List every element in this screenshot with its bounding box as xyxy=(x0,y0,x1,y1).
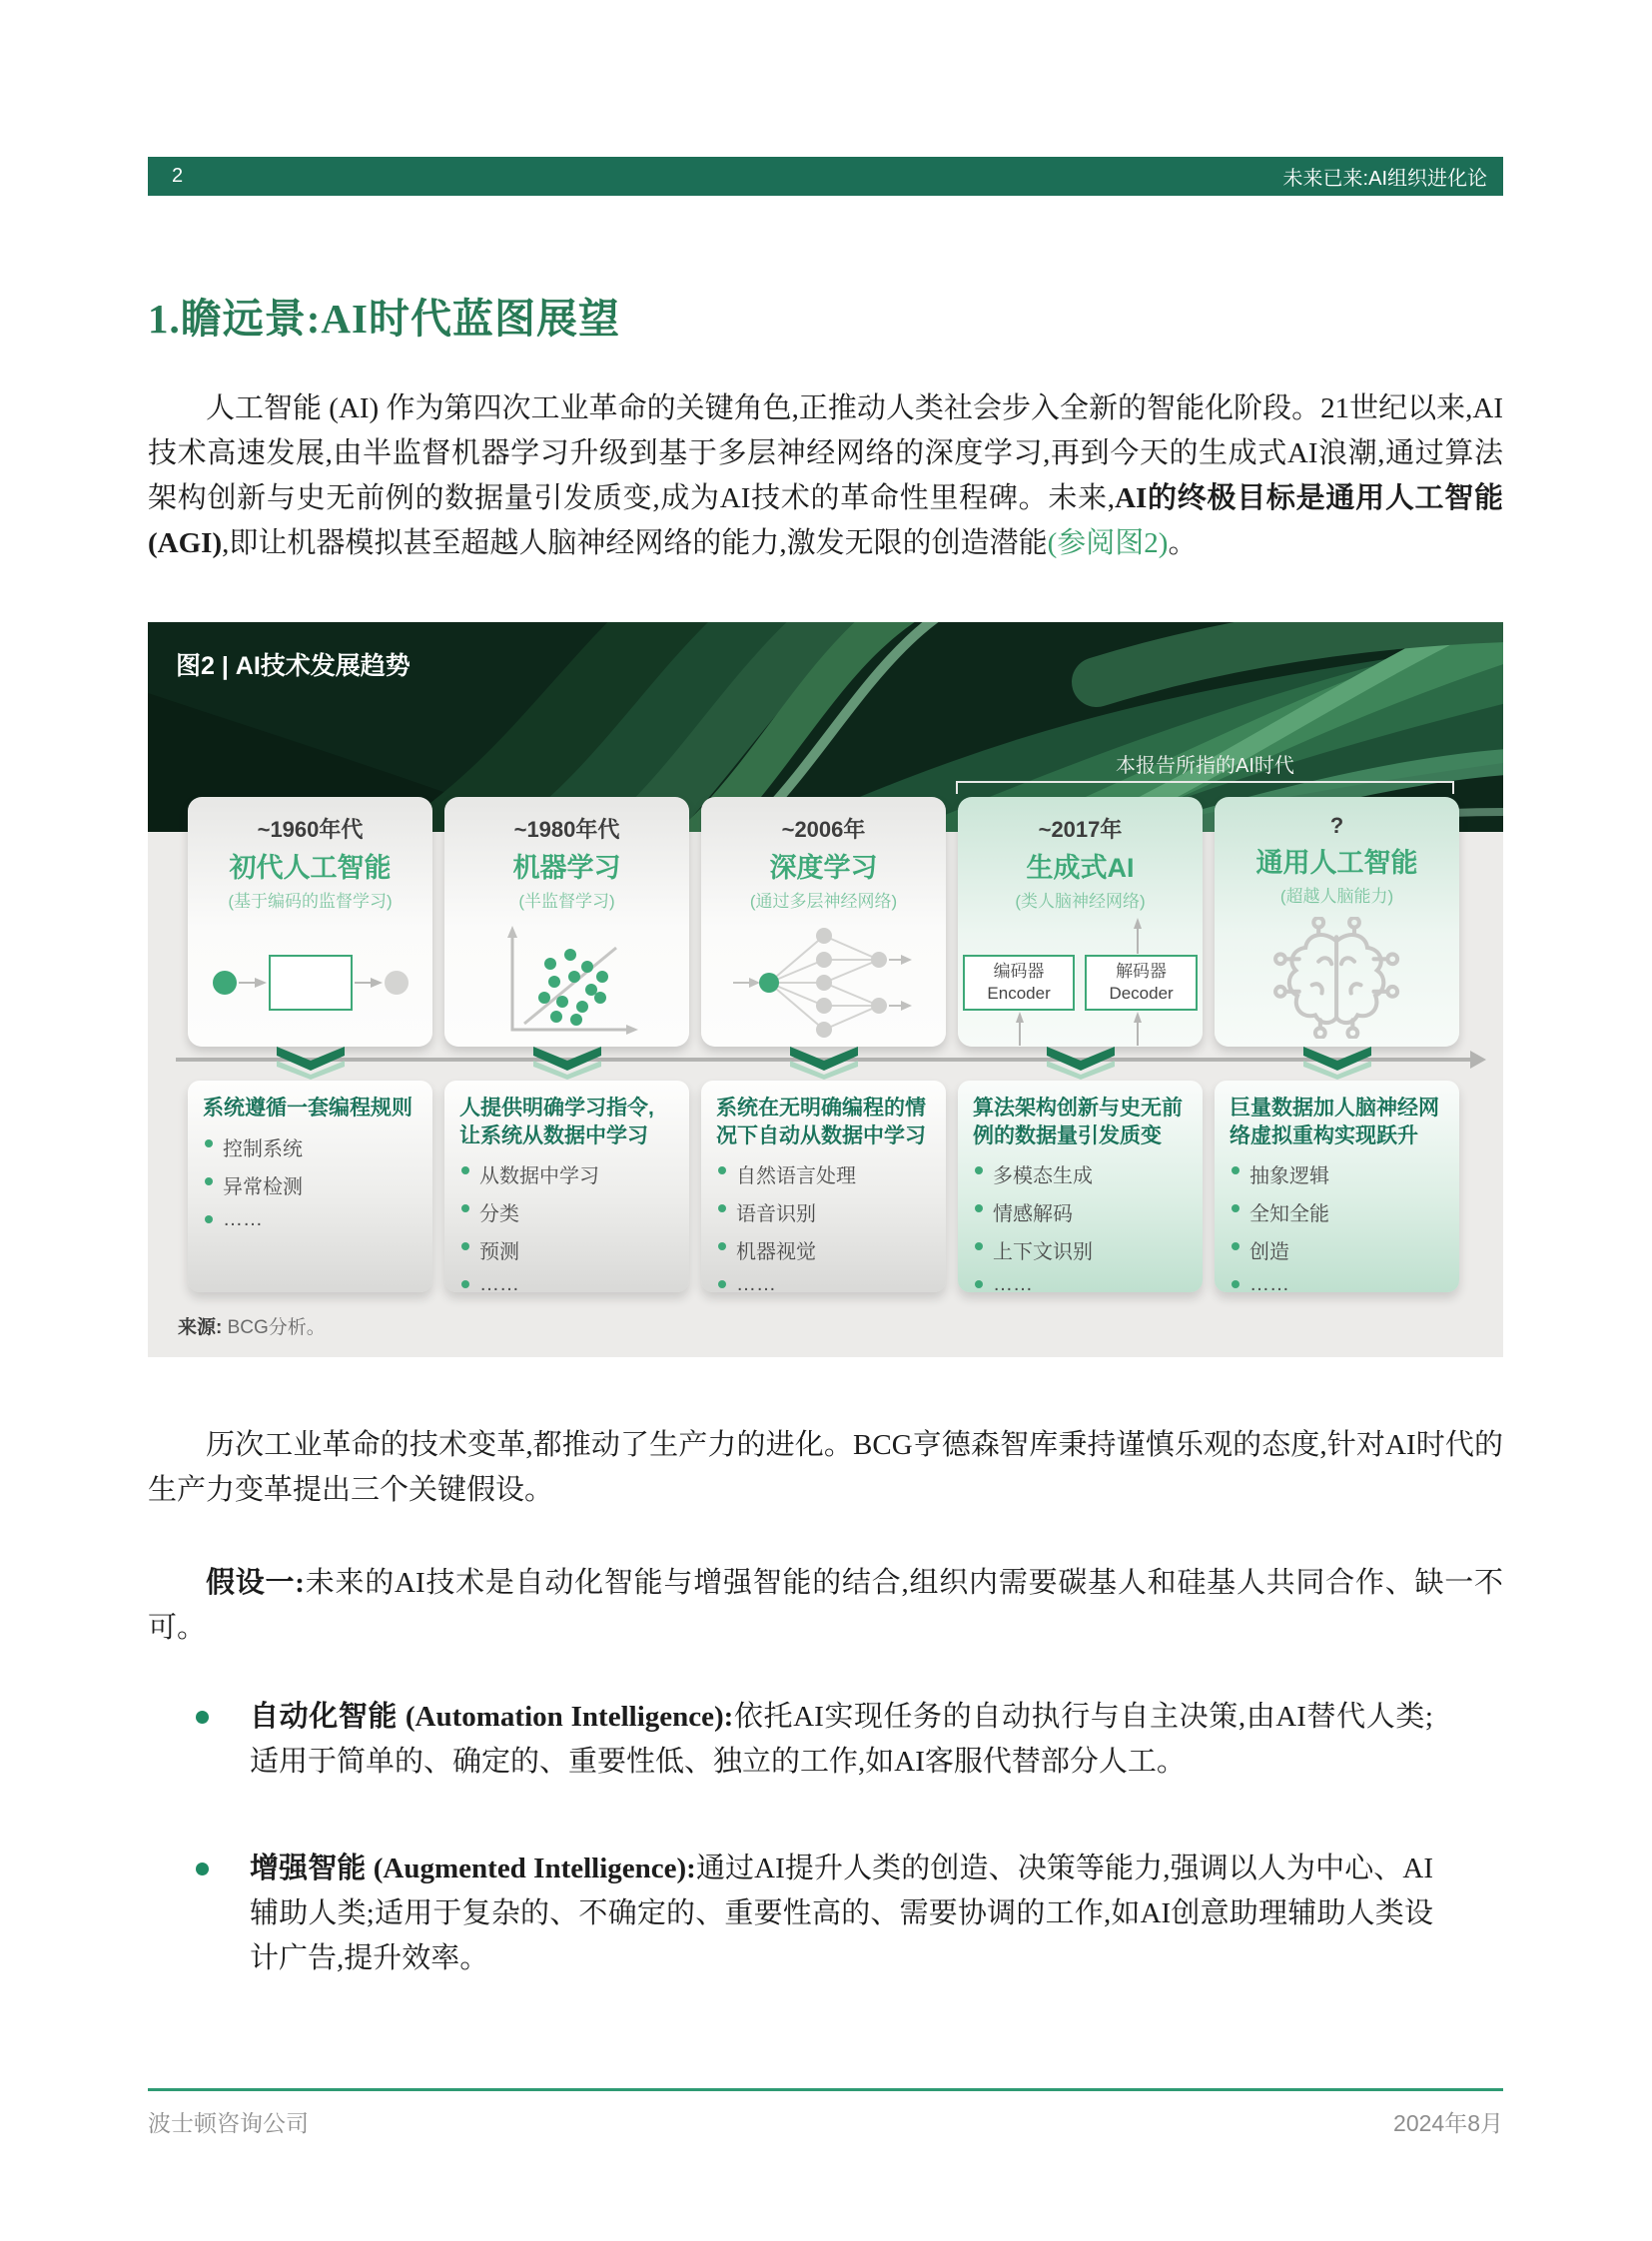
description-title: 人提供明确学习指令,让系统从数据中学习 xyxy=(459,1097,654,1147)
intro-text-1: 人工智能 (AI) 作为第四次工业革命的关键角色,正推动人类社会步入全新的智能化阶段。21世纪以来,AI技术高速发展,由半监督机器学习升级到基于多层神经网络的深度学习,再到今天的生成式AI浪潮,通过算法架构创新与史无前例的数据量引发质变,成为AI技术的革命性里程碑。未来, xyxy=(148,392,1503,514)
intro-paragraph xyxy=(148,386,1503,566)
stage-subtitle: (半监督学习) xyxy=(518,892,615,911)
bullet-dot-icon xyxy=(975,1242,983,1250)
page-header-bar xyxy=(148,157,1503,196)
list-item: …… xyxy=(716,1273,931,1296)
list-item: 抽象逻辑 xyxy=(1230,1159,1444,1188)
period-label: ~1980年代 xyxy=(513,817,620,842)
intro-period: 。 xyxy=(1168,527,1198,559)
up-arrow-icon xyxy=(1014,1012,1026,1046)
figure-column-2006 xyxy=(701,817,946,1296)
intelligence-list xyxy=(148,1695,1503,1981)
process-flow-icon xyxy=(188,920,432,1046)
stage-card xyxy=(958,797,1203,1047)
stage-subtitle: (通过多层神经网络) xyxy=(749,892,898,911)
item-text: 通过AI提升人类的创造、决策等能力,强调以人为中心、AI辅助人类;适用于复杂的、不确定的、重要性高的、需要协调的工作,如AI创意助理辅助人类设计广告,提升效率。 xyxy=(250,1853,1433,1974)
period-label: ~2017年 xyxy=(1038,817,1123,842)
figure-column-1980s xyxy=(444,817,689,1296)
list-item: 上下文识别 xyxy=(973,1235,1188,1264)
list-item: 预测 xyxy=(459,1235,674,1264)
list-item: …… xyxy=(973,1273,1188,1296)
list-item: …… xyxy=(1230,1273,1444,1296)
period-label: ~2006年 xyxy=(781,817,866,842)
stage-card xyxy=(1215,797,1459,1047)
list-item: 控制系统 xyxy=(203,1132,417,1161)
bullet-dot-icon xyxy=(461,1204,469,1212)
bullet-dot-icon xyxy=(205,1177,213,1185)
process-box xyxy=(269,955,353,1011)
stage-name: 初代人工智能 xyxy=(229,853,392,883)
description-card xyxy=(701,1081,946,1296)
bullet-dot-icon xyxy=(196,1711,209,1724)
description-card xyxy=(444,1081,689,1296)
bullet-dot-icon xyxy=(718,1204,726,1212)
neural-network-icon xyxy=(701,920,946,1046)
list-item: 语音识别 xyxy=(716,1197,931,1226)
paragraph-hypothesis-1 xyxy=(148,1561,1503,1651)
hypothesis-label: 假设一: xyxy=(206,1567,305,1599)
stage-subtitle: (类人脑神经网络) xyxy=(1015,892,1146,911)
chevron-down-icon xyxy=(958,1047,1203,1081)
up-arrow-icon xyxy=(1132,918,1144,954)
bullet-dot-icon xyxy=(718,1280,726,1288)
footer-company: 波士顿咨询公司 xyxy=(148,2110,309,2136)
period-label: ? xyxy=(1329,813,1344,838)
right-arrow-icon xyxy=(239,977,267,989)
paragraph-evolution: 历次工业革命的技术变革,都推动了生产力的进化。BCG亨德森智库秉持谨慎乐观的态度,针对AI时代的生产力变革提出三个关键假设。 xyxy=(148,1429,1503,1506)
list-item-automation-intelligence xyxy=(148,1695,1433,1785)
chevron-down-icon xyxy=(701,1047,946,1081)
bullet-dot-icon xyxy=(975,1280,983,1288)
bullet-dot-icon xyxy=(718,1242,726,1250)
description-list xyxy=(203,1132,417,1231)
intro-bold-agi: AI的终极目标是通用人工智能 (AGI) xyxy=(148,482,1503,559)
figure-title: 图2 | AI技术发展趋势 xyxy=(176,652,411,680)
page-number: 2 xyxy=(172,165,184,187)
figure-source xyxy=(148,1292,1503,1349)
up-arrow-icon xyxy=(1132,1012,1144,1046)
bullet-dot-icon xyxy=(1232,1204,1239,1212)
source-text: BCG分析。 xyxy=(227,1317,326,1338)
bullet-dot-icon xyxy=(1232,1280,1239,1288)
footer-divider xyxy=(148,2088,1503,2091)
list-item: 多模态生成 xyxy=(973,1159,1188,1188)
bullet-dot-icon xyxy=(205,1139,213,1147)
item-term: 增强智能 (Augmented Intelligence): xyxy=(250,1853,696,1884)
era-label: 本报告所指的AI时代 xyxy=(1116,755,1294,777)
bullet-dot-icon xyxy=(975,1204,983,1212)
description-title: 巨量数据加人脑神经网络虚拟重构实现跃升 xyxy=(1230,1097,1439,1147)
description-title: 算法架构创新与史无前例的数据量引发质变 xyxy=(973,1097,1183,1147)
description-card xyxy=(958,1081,1203,1296)
decoder-label-en: Decoder xyxy=(1109,984,1174,1003)
description-card xyxy=(188,1081,432,1292)
figure-column-2017 xyxy=(958,817,1203,1296)
page-footer xyxy=(148,2088,1503,2138)
list-item: …… xyxy=(459,1273,674,1296)
item-text: 依托AI实现任务的自动执行与自主决策,由AI替代人类;适用于简单的、确定的、重要性低、独立的工作,如AI客服代替部分人工。 xyxy=(250,1701,1433,1778)
list-item: 情感解码 xyxy=(973,1197,1188,1226)
decoder-box xyxy=(1085,955,1198,1011)
list-item: 创造 xyxy=(1230,1235,1444,1264)
stage-name: 机器学习 xyxy=(512,853,621,883)
list-item: 机器视觉 xyxy=(716,1235,931,1264)
stage-card xyxy=(188,797,432,1047)
list-item: 分类 xyxy=(459,1197,674,1226)
brain-circuit-icon xyxy=(1215,915,1459,1041)
figure-columns xyxy=(188,813,1459,1296)
hypothesis-text: 未来的AI技术是自动化智能与增强智能的结合,组织内需要碳基人和硅基人共同合作、缺一不可。 xyxy=(148,1567,1503,1644)
description-title: 系统在无明确编程的情况下自动从数据中学习 xyxy=(716,1097,926,1147)
output-dot xyxy=(385,971,409,995)
description-list xyxy=(459,1159,674,1296)
scatter-plot-icon xyxy=(444,920,689,1046)
chevron-down-icon xyxy=(188,1047,432,1081)
right-arrow-icon xyxy=(355,977,383,989)
stage-subtitle: (超越人脑能力) xyxy=(1279,887,1394,906)
figure-reference-link[interactable]: (参阅图2) xyxy=(1047,527,1169,559)
chevron-down-icon xyxy=(1215,1047,1459,1081)
bullet-dot-icon xyxy=(1232,1166,1239,1174)
section-title: 1.瞻远景:AI时代蓝图展望 xyxy=(148,296,620,342)
description-list xyxy=(716,1159,931,1296)
description-list xyxy=(1230,1159,1444,1296)
list-item: 从数据中学习 xyxy=(459,1159,674,1188)
bullet-dot-icon xyxy=(461,1166,469,1174)
encoder-box xyxy=(963,955,1075,1011)
figure-column-agi xyxy=(1215,813,1459,1296)
era-bracket xyxy=(956,781,1454,794)
source-label: 来源: xyxy=(178,1317,223,1338)
decoder-label-zh: 解码器 xyxy=(1116,961,1168,981)
intro-text-2: ,即让机器模拟甚至超越人脑神经网络的能力,激发无限的创造潜能 xyxy=(222,527,1048,559)
bullet-dot-icon xyxy=(718,1166,726,1174)
stage-name: 生成式AI xyxy=(1026,853,1135,883)
list-item: 异常检测 xyxy=(203,1170,417,1199)
period-label: ~1960年代 xyxy=(257,817,364,842)
encoder-label-zh: 编码器 xyxy=(993,961,1045,981)
encoder-decoder-icon xyxy=(958,920,1203,1046)
figure-column-1960s xyxy=(188,817,432,1292)
bullet-dot-icon xyxy=(461,1242,469,1250)
list-item: 自然语言处理 xyxy=(716,1159,931,1188)
list-item: 全知全能 xyxy=(1230,1197,1444,1226)
bullet-dot-icon xyxy=(196,1863,209,1875)
bullet-dot-icon xyxy=(975,1166,983,1174)
input-dot xyxy=(213,971,237,995)
bullet-dot-icon xyxy=(205,1215,213,1223)
stage-name: 深度学习 xyxy=(769,853,878,883)
stage-card xyxy=(444,797,689,1047)
figure-body xyxy=(148,813,1503,1296)
list-item-augmented-intelligence xyxy=(148,1847,1433,1981)
stage-subtitle: (基于编码的监督学习) xyxy=(228,892,393,911)
bullet-dot-icon xyxy=(1232,1242,1239,1250)
encoder-label-en: Encoder xyxy=(987,984,1051,1003)
footer-date: 2024年8月 xyxy=(1393,2110,1503,2136)
description-list xyxy=(973,1159,1188,1296)
description-card xyxy=(1215,1081,1459,1296)
list-item: …… xyxy=(203,1208,417,1231)
figure-2 xyxy=(148,622,1503,1357)
item-term: 自动化智能 (Automation Intelligence): xyxy=(250,1701,734,1733)
chevron-down-icon xyxy=(444,1047,689,1081)
bullet-dot-icon xyxy=(461,1280,469,1288)
description-title: 系统遵循一套编程规则 xyxy=(203,1097,413,1120)
stage-name: 通用人工智能 xyxy=(1255,848,1418,878)
page-header-title: 未来已来:AI组织进化论 xyxy=(1282,168,1487,190)
stage-card xyxy=(701,797,946,1047)
